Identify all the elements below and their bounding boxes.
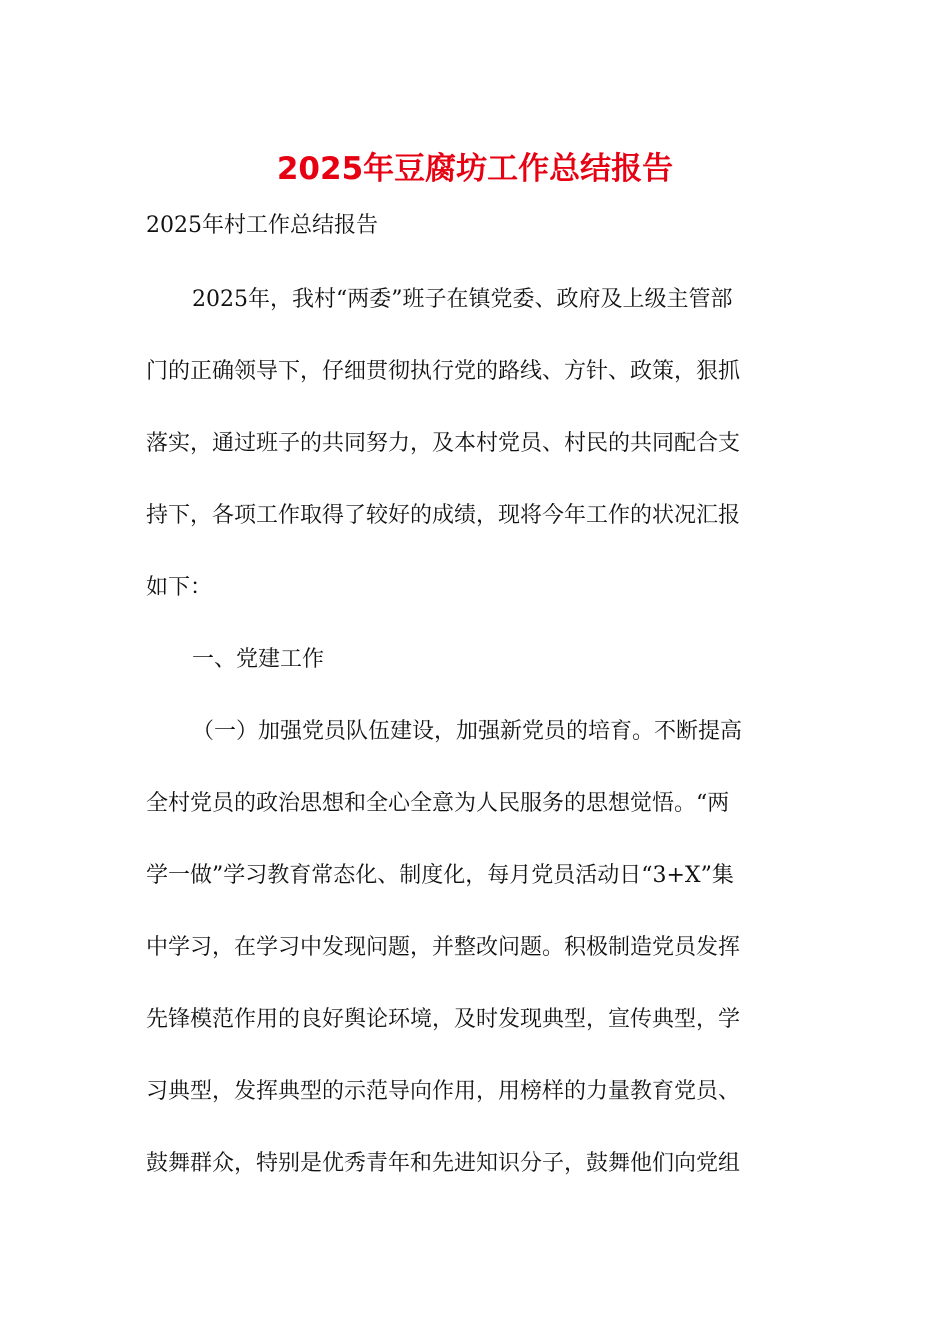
section-heading-block [146,640,806,712]
intro-paragraph [146,280,806,640]
section-paragraph [146,712,806,1216]
intro-line: 持下，各项工作取得了较好的成绩，现将今年工作的状况汇报 [146,503,741,528]
section-line: （一）加强党员队伍建设，加强新党员的培育。不断提高 [192,719,743,744]
section-line: 学一做”学习教育常态化、制度化，每月党员活动日“3+X”集 [146,863,734,888]
intro-line: 门的正确领导下，仔细贯彻执行党的路线、方针、政策，狠抓 [146,359,741,384]
document-title: 2025年豆腐坊工作总结报告 [276,151,674,187]
intro-line: 如下： [146,575,213,600]
intro-line: 落实，通过班子的共同努力，及本村党员、村民的共同配合支 [146,431,741,456]
section-heading: 一、党建工作 [192,647,325,672]
section-line: 习典型，发挥典型的示范导向作用，用榜样的力量教育党员、 [146,1079,741,1104]
document-subtitle: 2025年村工作总结报告 [146,213,378,238]
intro-line: 2025年，我村“两委”班子在镇党委、政府及上级主管部 [192,287,733,312]
section-line: 鼓舞群众，特别是优秀青年和先进知识分子，鼓舞他们向党组 [146,1151,741,1176]
section-line: 中学习，在学习中发现问题，并整改问题。积极制造党员发挥 [146,935,741,960]
section-line: 全村党员的政治思想和全心全意为人民服务的思想觉悟。“两 [146,791,730,816]
section-line: 先锋模范作用的良好舆论环境，及时发现典型，宣传典型，学 [146,1007,741,1032]
